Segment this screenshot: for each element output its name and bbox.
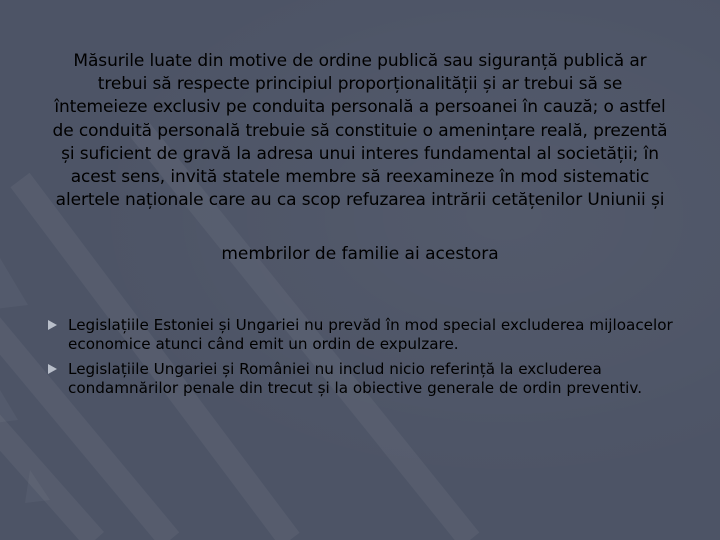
bullet-list bbox=[48, 316, 688, 404]
heading-line: și suficient de gravă la adresa unui interes fundamental al societății; în bbox=[61, 143, 659, 164]
heading-line: trebui să respecte principiul proporționalității și ar trebui să se bbox=[97, 74, 623, 95]
heading-line: întemeieze exclusiv pe conduita personală a persoanei în cauză; o astfel bbox=[54, 97, 666, 118]
bullet-text: Legislațiile Ungariei și României nu includ nicio referință la excluderea condamnărilor penale din trecut și la obiective generale de ordin preventiv. bbox=[68, 360, 643, 397]
bullet-text: Legislațiile Estoniei și Ungariei nu prevăd în mod special excluderea mijloacelor economice atunci când emit un ordin de expulzare. bbox=[68, 316, 673, 353]
bullet-item bbox=[48, 360, 688, 398]
triangle-right-icon bbox=[48, 364, 57, 374]
heading-line: alertele naționale care au ca scop refuzarea intrării cetățenilor Uniunii și bbox=[55, 190, 665, 211]
triangle-right-icon bbox=[48, 320, 57, 330]
heading-line: de conduită personală trebuie să constituie o amenințare reală, prezentă bbox=[52, 120, 668, 141]
heading-last-line: membrilor de familie ai acestora bbox=[221, 244, 499, 264]
heading-line: acest sens, invită statele membre să reexamineze în mod sistematic bbox=[70, 167, 650, 188]
heading-line: Măsurile luate din motive de ordine publică sau siguranță publică ar bbox=[73, 51, 647, 71]
slide-heading bbox=[22, 50, 698, 212]
bullet-item bbox=[48, 316, 688, 354]
